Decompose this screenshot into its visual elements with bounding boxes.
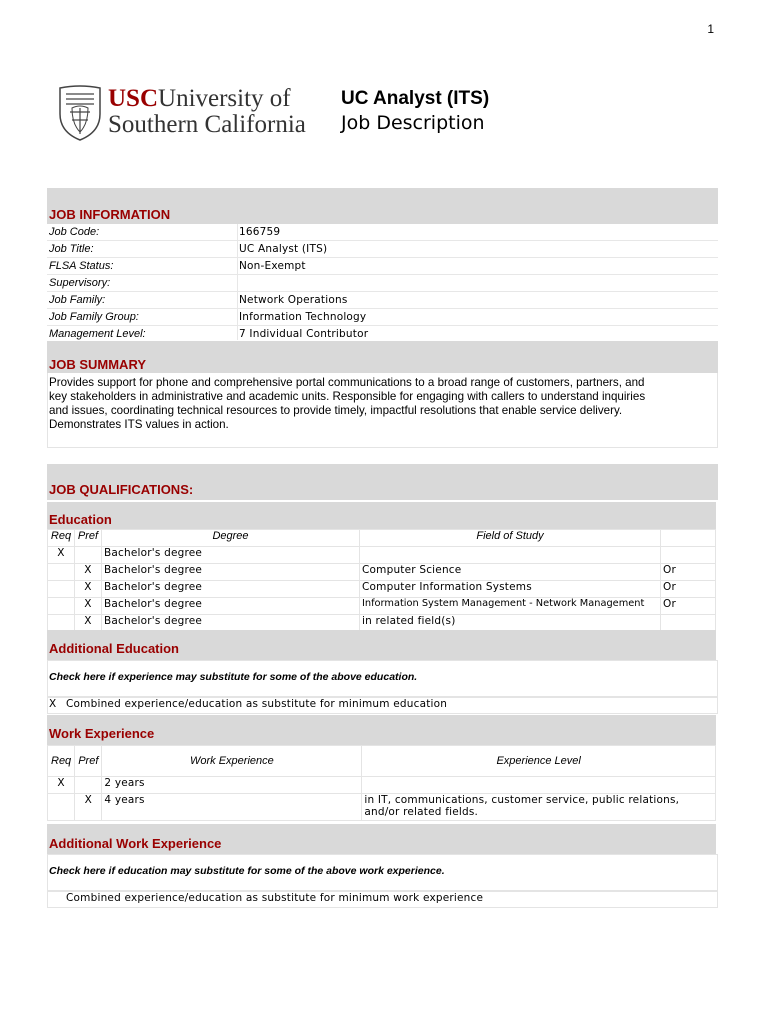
logo-line1: University of — [158, 85, 291, 112]
pref-mark: X — [75, 581, 102, 598]
info-value: 166759 — [239, 226, 281, 238]
education-row — [48, 547, 716, 564]
conjunction: Or — [661, 564, 716, 581]
info-label: Supervisory: — [49, 277, 111, 289]
pref-mark: X — [75, 564, 102, 581]
summary-line: key stakeholders in administrative and academic units. Responsible for engaging with callers to understand inquiries — [49, 390, 646, 403]
work-row — [48, 777, 716, 794]
field-of-study: Computer Science — [360, 564, 661, 581]
info-row — [47, 275, 718, 292]
col-work-experience: Work Experience — [102, 746, 362, 777]
info-label: Job Title: — [49, 243, 94, 255]
field-of-study — [360, 547, 661, 564]
req-mark: X — [48, 777, 75, 794]
education-row — [48, 564, 716, 581]
pref-mark — [75, 777, 102, 794]
degree: Bachelor's degree — [102, 581, 360, 598]
info-row — [47, 258, 718, 275]
job-summary-header — [47, 341, 718, 373]
education-heading: Education — [49, 512, 112, 527]
conjunction — [661, 547, 716, 564]
additional-work-heading: Additional Work Experience — [49, 836, 222, 851]
info-row — [47, 292, 718, 309]
degree: Bachelor's degree — [102, 598, 360, 615]
additional-education-text: Combined experience/education as substitute for minimum education — [66, 698, 448, 710]
col-field: Field of Study — [360, 530, 661, 547]
col-pref: Pref — [75, 530, 102, 547]
job-information-heading: JOB INFORMATION — [49, 207, 171, 222]
job-summary-heading: JOB SUMMARY — [49, 357, 147, 372]
education-header — [47, 502, 716, 530]
job-summary-text — [49, 376, 719, 432]
req-mark — [48, 581, 75, 598]
additional-education-note: Check here if experience may substitute for some of the above education. — [49, 671, 418, 683]
info-row — [47, 309, 718, 326]
work-row — [48, 794, 716, 821]
info-value — [239, 275, 718, 291]
education-table — [47, 529, 716, 632]
additional-education-mark: X — [49, 698, 57, 710]
usc-logo — [58, 84, 328, 142]
info-label: Job Family: — [49, 294, 106, 306]
req-mark: X — [48, 547, 75, 564]
work-experience-table — [47, 745, 716, 821]
info-label: Management Level: — [49, 328, 146, 340]
education-row — [48, 598, 716, 615]
page-title: UC Analyst (ITS) — [341, 88, 490, 109]
conjunction: Or — [661, 598, 716, 615]
summary-line: Provides support for phone and comprehensive portal communications to a broad range of customers, partners, and — [49, 376, 645, 389]
conjunction — [661, 615, 716, 632]
req-mark — [48, 564, 75, 581]
col-pref: Pref — [75, 746, 102, 777]
req-mark — [48, 794, 75, 821]
info-label: Job Code: — [49, 226, 100, 238]
col-req: Req — [48, 530, 75, 547]
education-row — [48, 581, 716, 598]
job-information-table — [47, 224, 718, 343]
info-value: Network Operations — [239, 294, 348, 306]
col-degree: Degree — [102, 530, 360, 547]
education-header-row — [48, 530, 716, 547]
info-value: Information Technology — [239, 311, 367, 323]
field-of-study: Information System Management - Network Management — [360, 598, 661, 615]
qualifications-heading: JOB QUALIFICATIONS: — [49, 482, 194, 497]
work-header-row — [48, 746, 716, 777]
pref-mark: X — [75, 794, 102, 821]
degree: Bachelor's degree — [102, 615, 360, 632]
additional-work-text: Combined experience/education as substitute for minimum work experience — [66, 892, 484, 904]
field-of-study: Computer Information Systems — [360, 581, 661, 598]
work-experience: 4 years — [102, 794, 362, 821]
degree: Bachelor's degree — [102, 547, 360, 564]
info-label: Job Family Group: — [49, 311, 139, 323]
info-value: Non-Exempt — [239, 260, 306, 272]
pref-mark — [75, 547, 102, 564]
col-experience-level: Experience Level — [362, 746, 716, 777]
pref-mark: X — [75, 598, 102, 615]
field-of-study: in related field(s) — [360, 615, 661, 632]
info-value: UC Analyst (ITS) — [239, 243, 328, 255]
additional-work-note: Check here if education may substitute for some of the above work experience. — [49, 865, 445, 877]
page-subtitle: Job Description — [341, 112, 485, 134]
summary-line: and issues, coordinating technical resources to provide timely, impactful resolutions that enable service delivery. — [49, 404, 623, 417]
req-mark — [48, 598, 75, 615]
info-row — [47, 241, 718, 258]
req-mark — [48, 615, 75, 632]
info-label: FLSA Status: — [49, 260, 114, 272]
conjunction: Or — [661, 581, 716, 598]
education-row — [48, 615, 716, 632]
pref-mark: X — [75, 615, 102, 632]
col-req: Req — [48, 746, 75, 777]
info-row — [47, 224, 718, 241]
logo-line2: Southern California — [108, 111, 306, 138]
experience-level — [362, 777, 716, 794]
experience-level: in IT, communications, customer service, public relations, and/or related fields. — [362, 794, 716, 821]
usc-wordmark: USC — [108, 85, 159, 112]
info-value: 7 Individual Contributor — [239, 328, 369, 340]
summary-line: Demonstrates ITS values in action. — [49, 418, 229, 431]
page-number: 1 — [707, 22, 714, 36]
additional-education-heading: Additional Education — [49, 641, 179, 656]
work-experience-heading: Work Experience — [49, 726, 155, 741]
degree: Bachelor's degree — [102, 564, 360, 581]
work-experience: 2 years — [102, 777, 362, 794]
